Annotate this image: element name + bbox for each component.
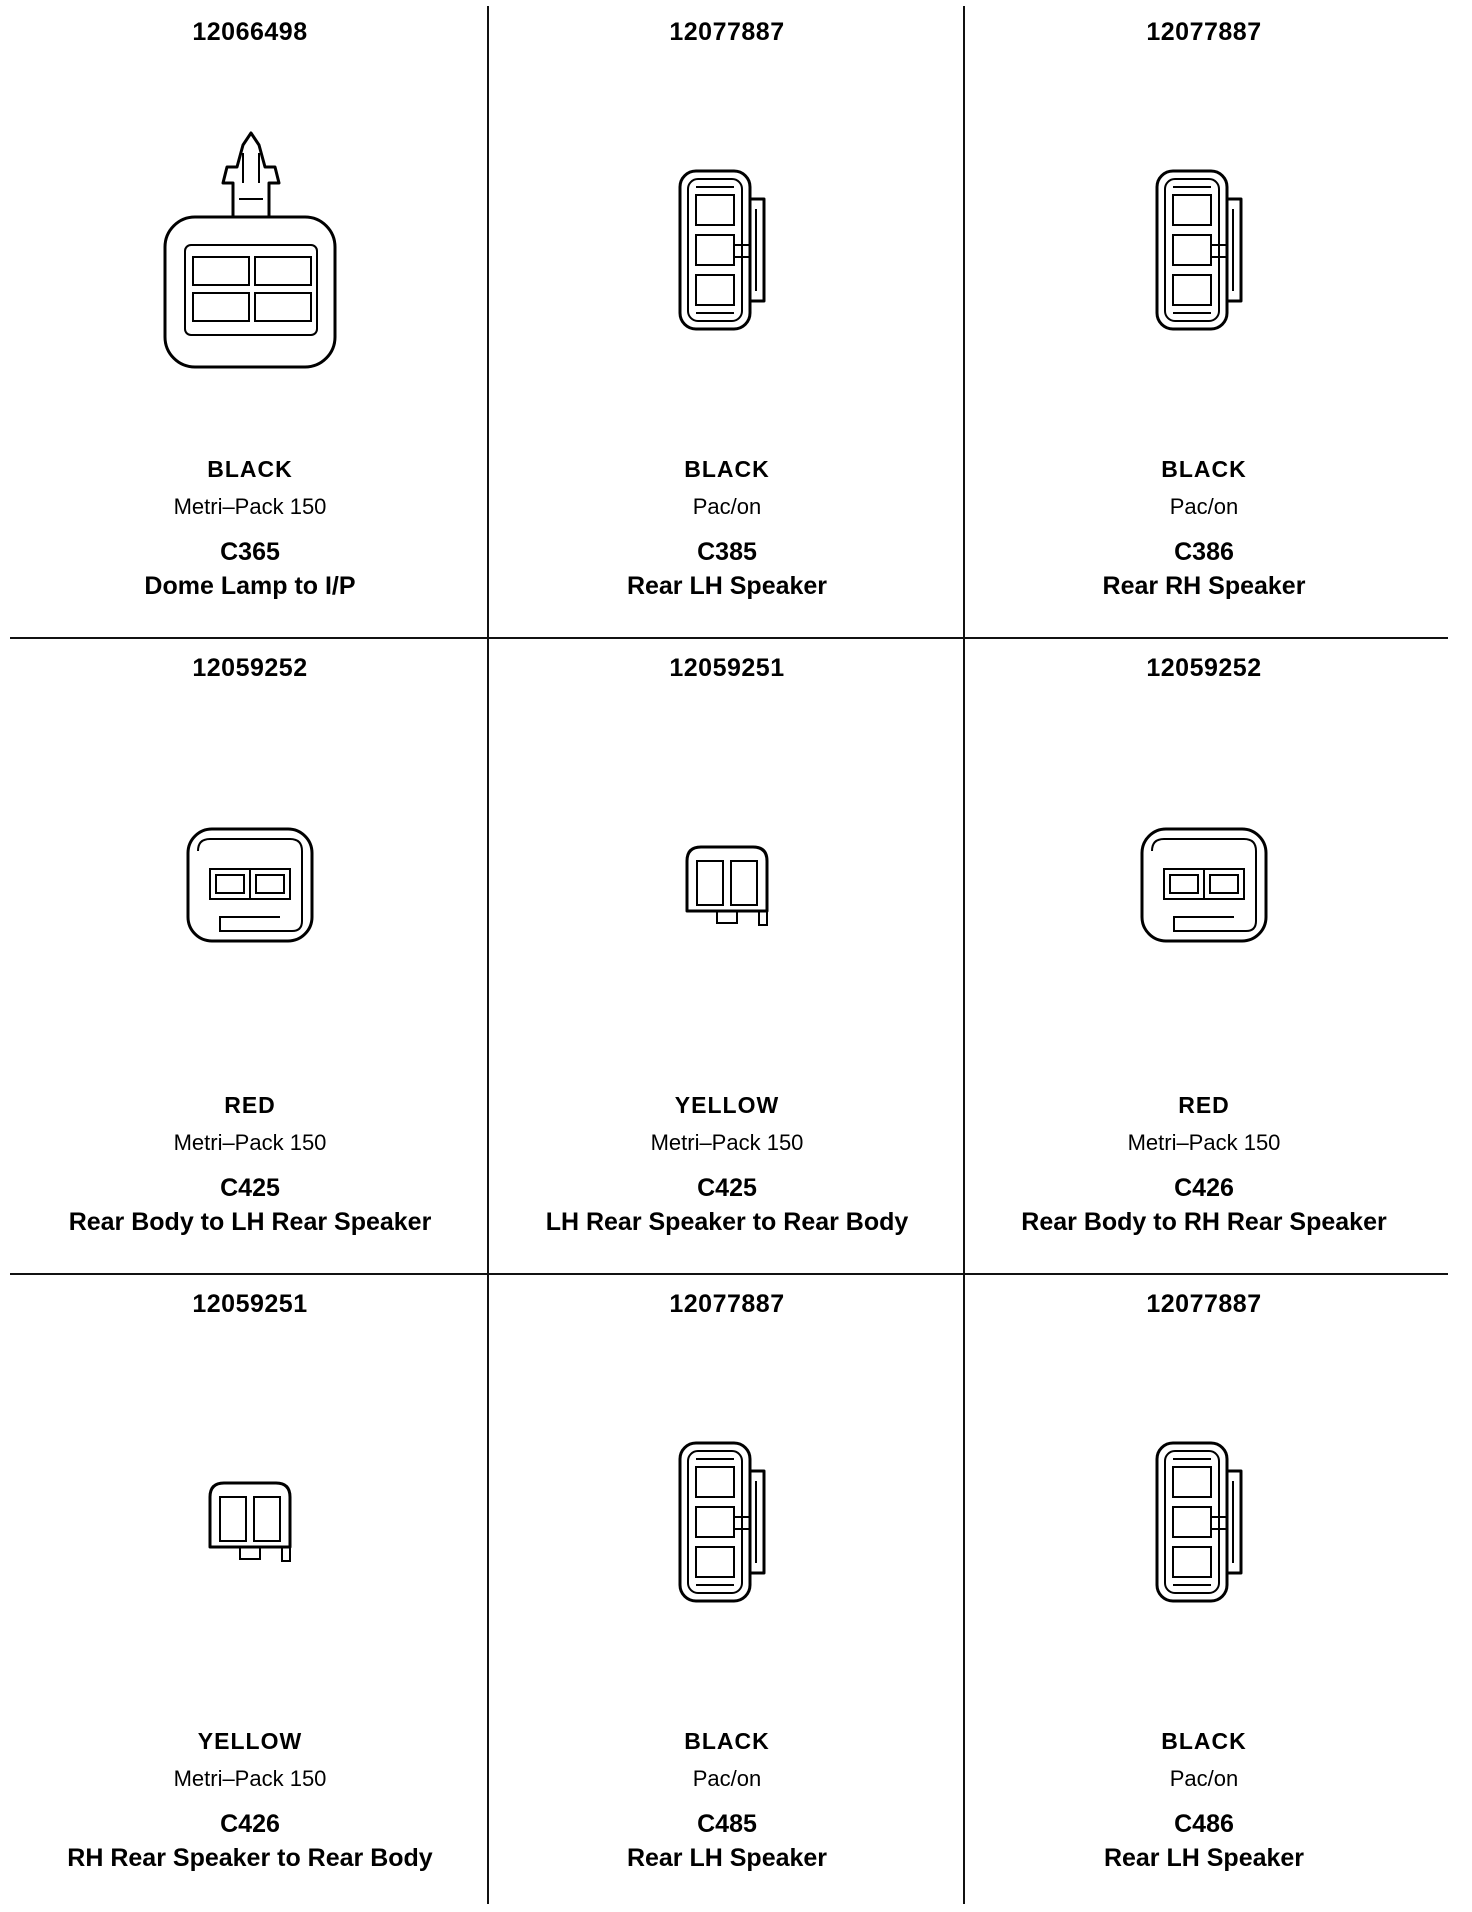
two-way-female-connector-icon xyxy=(15,726,485,1046)
connector-id: C485 xyxy=(697,1810,757,1838)
connector-color: RED xyxy=(1178,1092,1230,1118)
part-number: 12077887 xyxy=(669,18,785,46)
connector-description: Rear RH Speaker xyxy=(1102,572,1306,600)
connector-color: YELLOW xyxy=(674,1092,780,1118)
connector-id: C426 xyxy=(220,1810,280,1838)
three-cavity-vertical-connector-icon xyxy=(492,1362,962,1682)
two-way-male-connector-icon xyxy=(492,726,962,1046)
connector-id: C365 xyxy=(220,538,280,566)
part-number: 12066498 xyxy=(192,18,308,46)
connector-cell-c425-rear-body xyxy=(15,636,485,1272)
connector-id: C385 xyxy=(697,538,757,566)
terminal-family: Metri–Pack 150 xyxy=(173,1766,327,1791)
terminal-family: Metri–Pack 150 xyxy=(173,494,327,519)
connector-description: Rear Body to RH Rear Speaker xyxy=(1021,1208,1387,1236)
three-cavity-vertical-connector-icon xyxy=(969,1362,1439,1682)
connector-id: C425 xyxy=(220,1174,280,1202)
part-number: 12077887 xyxy=(1146,18,1262,46)
two-way-female-connector-icon xyxy=(969,726,1439,1046)
part-number: 12059251 xyxy=(192,1290,308,1318)
connector-id: C425 xyxy=(697,1174,757,1202)
terminal-family: Pac/on xyxy=(692,494,762,519)
part-number: 12059252 xyxy=(192,654,308,682)
four-way-connector-with-clip-icon xyxy=(15,90,485,410)
connector-description: Dome Lamp to I/P xyxy=(144,572,356,600)
terminal-family: Pac/on xyxy=(1169,1766,1239,1791)
part-number: 12077887 xyxy=(669,1290,785,1318)
connector-description: Rear LH Speaker xyxy=(626,1844,828,1872)
part-number: 12077887 xyxy=(1146,1290,1262,1318)
connector-id: C486 xyxy=(1174,1810,1234,1838)
connector-id: C426 xyxy=(1174,1174,1234,1202)
connector-description: Rear LH Speaker xyxy=(1103,1844,1305,1872)
three-cavity-vertical-connector-icon xyxy=(492,90,962,410)
connector-id: C386 xyxy=(1174,538,1234,566)
connector-color: BLACK xyxy=(1161,456,1247,482)
connector-cell-c486 xyxy=(969,1272,1439,1908)
connector-cell-c385 xyxy=(492,0,962,636)
connector-color: BLACK xyxy=(207,456,293,482)
connector-color: BLACK xyxy=(1161,1728,1247,1754)
terminal-family: Pac/on xyxy=(1169,494,1239,519)
two-way-male-connector-icon xyxy=(15,1362,485,1682)
terminal-family: Metri–Pack 150 xyxy=(1127,1130,1281,1155)
connector-description: Rear Body to LH Rear Speaker xyxy=(68,1208,432,1236)
connector-cell-c386 xyxy=(969,0,1439,636)
connector-description: RH Rear Speaker to Rear Body xyxy=(67,1844,433,1872)
connector-color: RED xyxy=(224,1092,276,1118)
connector-color: YELLOW xyxy=(197,1728,303,1754)
column-divider xyxy=(487,6,489,1904)
terminal-family: Pac/on xyxy=(692,1766,762,1791)
connector-color: BLACK xyxy=(684,456,770,482)
connector-cell-c426-rh-speaker xyxy=(15,1272,485,1908)
connector-description: LH Rear Speaker to Rear Body xyxy=(545,1208,909,1236)
connector-cell-c485 xyxy=(492,1272,962,1908)
connector-description: Rear LH Speaker xyxy=(626,572,828,600)
connector-cell-c365 xyxy=(15,0,485,636)
part-number: 12059252 xyxy=(1146,654,1262,682)
terminal-family: Metri–Pack 150 xyxy=(650,1130,804,1155)
column-divider xyxy=(963,6,965,1904)
three-cavity-vertical-connector-icon xyxy=(969,90,1439,410)
terminal-family: Metri–Pack 150 xyxy=(173,1130,327,1155)
connector-cell-c425-lh-speaker xyxy=(492,636,962,1272)
connector-color: BLACK xyxy=(684,1728,770,1754)
part-number: 12059251 xyxy=(669,654,785,682)
connector-cell-c426-rear-body xyxy=(969,636,1439,1272)
